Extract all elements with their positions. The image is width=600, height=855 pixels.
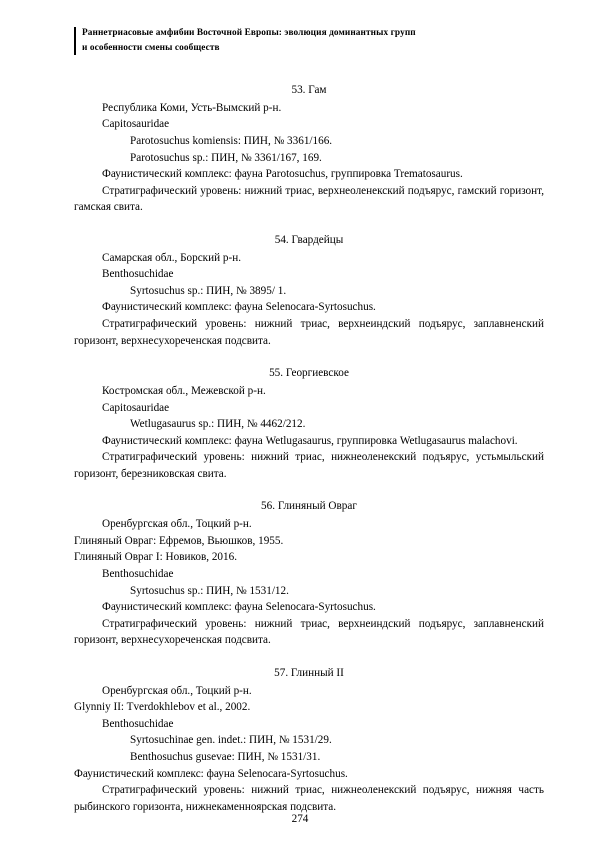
entry-line: Фаунистический комплекс: фауна Selenocara-Syrtosuchus.	[102, 601, 376, 614]
entry-line: Glynniy II: Tverdokhlebov et al., 2002.	[74, 701, 251, 714]
entry-line: Костромская обл., Межевской р-н.	[102, 385, 266, 397]
entry-title: 57. Глинный II	[274, 666, 344, 679]
entry-line: Capitosauridae	[102, 118, 170, 131]
entry-line: Оренбургская обл., Тоцкий р-н.	[102, 684, 252, 697]
running-header	[74, 26, 544, 56]
entry-line: Capitosauridae	[102, 401, 170, 414]
catalog-entry	[74, 82, 544, 216]
entry-line: Оренбургская обл., Тоцкий р-н.	[102, 518, 252, 531]
entry-line: Стратиграфический уровень: нижний триас, верхнеиндский подъярус, заплавненский горизонт, верхнесухореченская подсвита.	[74, 617, 544, 647]
entry-line: Республика Коми, Усть-Вымский р-н.	[102, 101, 282, 114]
entry-line: Benthosuchidae	[102, 268, 174, 281]
entry-line: Parotosuchus komiensis: ПИН, № 3361/166.	[130, 135, 333, 148]
catalog-entry	[74, 232, 544, 349]
entry-line: Syrtosuchus sp.: ПИН, № 3895/ 1.	[130, 284, 287, 297]
entry-title: 54. Гвардейцы	[274, 233, 344, 246]
entry-title: 53. Гам	[291, 84, 327, 97]
entry-title: 55. Георгиевское	[269, 367, 349, 380]
entry-line: Wetlugasaurus sp.: ПИН, № 4462/212.	[130, 418, 306, 431]
entry-list	[74, 82, 544, 815]
entry-line: Стратиграфический уровень: нижний триас, нижнеоленекский подъярус, нижняя часть рыбинского горизонта, нижнекаменноярская подсвита.	[74, 784, 544, 813]
entry-line: Benthosuchidae	[102, 717, 174, 730]
catalog-entry	[74, 665, 544, 815]
page-number: 274	[291, 813, 309, 825]
entry-line: Benthosuchus gusevae: ПИН, № 1531/31.	[130, 751, 321, 763]
entry-line: Benthosuchidae	[102, 568, 174, 580]
entry-line: Самарская обл., Борский р-н.	[102, 251, 241, 264]
entry-line: Фаунистический комплекс: фауна Wetlugasaurus, группировка Wetlugasaurus malachovi.	[102, 434, 518, 447]
entry-line: Стратиграфический уровень: нижний триас, верхнеоленекский подъярус, гамский горизонт, гамская свита.	[74, 184, 544, 214]
entry-line: Syrtosuchus sp.: ПИН, № 1531/12.	[130, 584, 289, 597]
header-line-2: и особенности смены сообществ	[82, 43, 220, 54]
entry-line: Стратиграфический уровень: нижний триас, нижнеоленекский подъярус, устьмыльский горизонт, березниковская свита.	[74, 451, 544, 480]
entry-line: Parotosuchus sp.: ПИН, № 3361/167, 169.	[130, 151, 322, 164]
entry-line: Фаунистический комплекс: фауна Selenocara-Syrtosuchus.	[102, 301, 376, 314]
entry-title: 56. Глиняный Овраг	[261, 500, 357, 513]
entry-line: Глиняный Овраг: Ефремов, Вьюшков, 1955.	[74, 534, 284, 547]
header-line-1: Раннетриасовые амфибии Восточной Европы: эволюция доминантных групп	[82, 28, 416, 38]
entry-line: Глиняный Овраг I: Новиков, 2016.	[74, 551, 238, 564]
entry-line: Стратиграфический уровень: нижний триас, верхнеиндский подъярус, заплавненский горизонт, верхнесухореченская подсвита.	[74, 318, 544, 347]
entry-line: Syrtosuchinae gen. indet.: ПИН, № 1531/29.	[130, 734, 332, 747]
catalog-entry	[74, 498, 544, 648]
entry-line: Фаунистический комплекс: фауна Selenocara-Syrtosuchus.	[74, 767, 348, 780]
catalog-entry	[74, 365, 544, 482]
header-rule	[74, 27, 76, 55]
entry-line: Фаунистический комплекс: фауна Parotosuchus, группировка Trematosaurus.	[102, 168, 463, 181]
